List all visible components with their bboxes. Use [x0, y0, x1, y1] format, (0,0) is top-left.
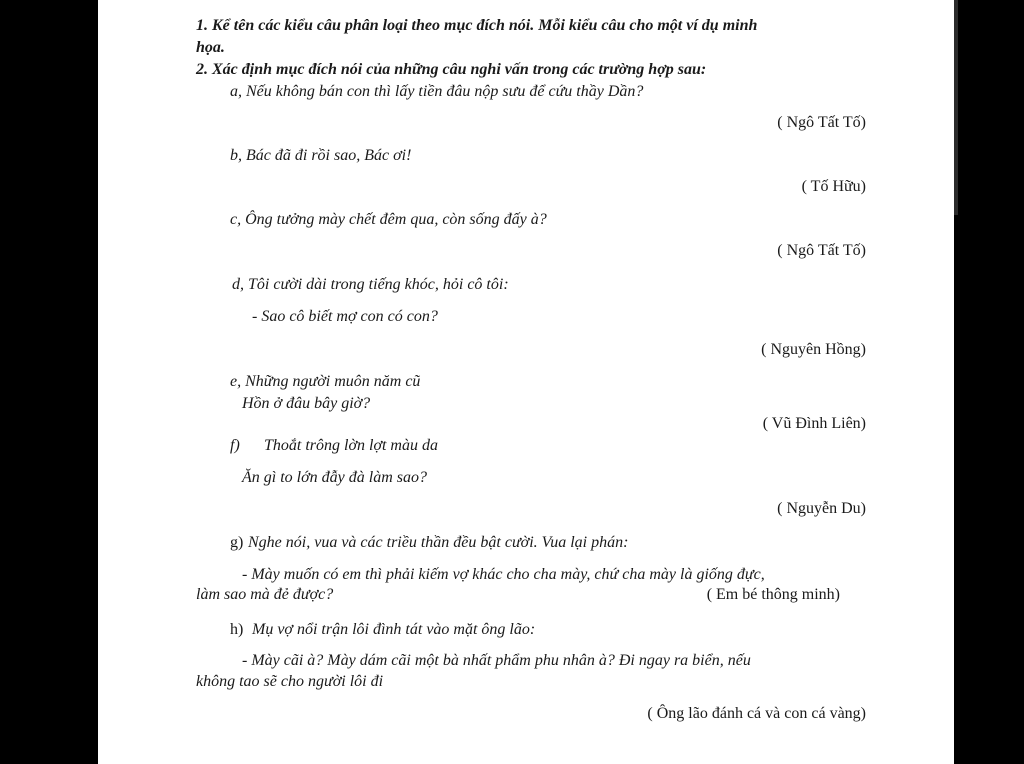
item-h-label: h): [230, 621, 244, 638]
item-h-text-3: không tao sẽ cho người lôi đi: [196, 673, 384, 690]
scrollbar-thumb[interactable]: [954, 0, 958, 215]
item-b-source: ( Tố Hữu): [801, 178, 866, 195]
item-b-text: b, Bác đã đi rồi sao, Bác ơi!: [230, 147, 412, 164]
item-e-text: e, Những người muôn năm cũ: [230, 373, 421, 390]
item-h-text-2: - Mày cãi à? Mày dám cãi một bà nhất phẩm phu nhân à? Đi ngay ra biển, nếu: [242, 652, 751, 669]
question-1-line-1: 1. Kể tên các kiểu câu phân loại theo mục đích nói. Mỗi kiểu câu cho một ví dụ minh: [196, 17, 758, 34]
item-e-source: ( Vũ Đình Liên): [762, 415, 866, 432]
item-f-label: f): [230, 437, 240, 454]
item-g-text: Nghe nói, vua và các triều thần đều bật cười. Vua lại phán:: [248, 534, 629, 551]
question-2: 2. Xác định mục đích nói của những câu nghi vấn trong các trường hợp sau:: [196, 61, 707, 78]
item-f-source: ( Nguyễn Du): [777, 500, 866, 517]
item-h-source: ( Ông lão đánh cá và con cá vàng): [647, 705, 866, 722]
item-g-text-3: làm sao mà đẻ được?: [196, 586, 334, 603]
question-1-line-2: họa.: [196, 39, 225, 56]
item-d-text: d, Tôi cười dài trong tiếng khóc, hỏi cô tôi:: [232, 276, 509, 293]
item-h-text: Mụ vợ nổi trận lôi đình tát vào mặt ông lão:: [252, 621, 536, 638]
item-f-text: Thoắt trông lờn lợt màu da: [264, 437, 438, 454]
item-d-source: ( Nguyên Hồng): [761, 341, 866, 358]
item-a-source: ( Ngô Tất Tố): [777, 114, 866, 131]
item-g-text-2: - Mày muốn có em thì phải kiếm vợ khác cho cha mày, chứ cha mày là giống đực,: [242, 566, 765, 583]
item-g-label: g): [230, 534, 244, 551]
item-f-text-2: Ăn gì to lớn đẫy đà làm sao?: [242, 469, 427, 486]
item-d-text-2: - Sao cô biết mợ con có con?: [252, 308, 438, 325]
item-e-text-2: Hồn ở đâu bây giờ?: [242, 395, 371, 412]
item-g-source: ( Em bé thông minh): [706, 586, 840, 603]
item-a-text: a, Nếu không bán con thì lấy tiền đâu nộp sưu để cứu thầy Dần?: [230, 83, 644, 100]
right-margin: [954, 0, 1024, 764]
item-c-text: c, Ông tưởng mày chết đêm qua, còn sống đấy à?: [230, 211, 547, 228]
item-c-source: ( Ngô Tất Tố): [777, 242, 866, 259]
